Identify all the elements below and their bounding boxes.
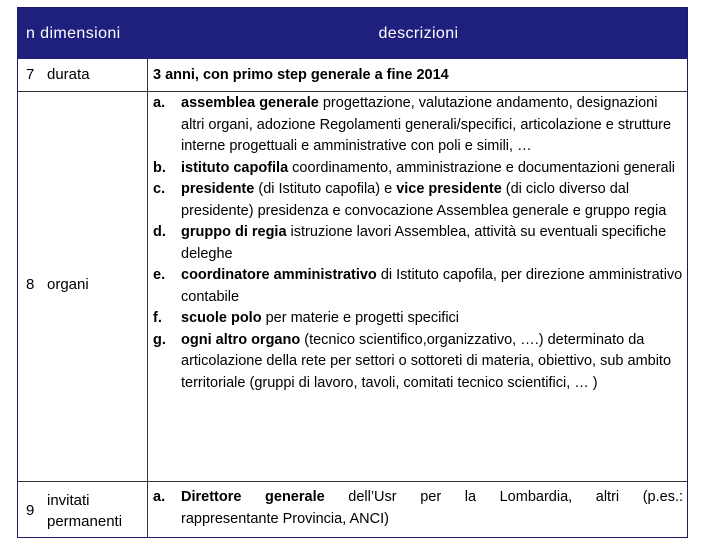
description-organi [153,93,683,394]
item-bold: vice presidente [396,181,502,197]
item-text: di Istituto capofila, per direzione amministrativo contabile [181,267,683,305]
header-dimensioni: n dimensioni [26,24,121,42]
item-text: dell’Usr per la Lombardia, altri (p.es.: [348,489,683,505]
item-text: per materie e progetti specifici [261,310,460,326]
item-text: coordinamento, amministrazione e documentazioni generali [288,159,676,176]
item-letter: e. [153,267,166,283]
item-bold: presidente [181,181,255,197]
list-item [153,487,683,530]
row-number: 9 [26,502,35,519]
description-text: 3 anni, con primo step generale a fine 2014 [153,67,449,83]
list-item [153,330,683,395]
item-letter: a. [153,489,166,505]
list-item [153,93,683,158]
item-bold: scuole polo [181,310,262,326]
list-item [153,158,683,180]
item-letter: f. [153,310,162,326]
dimension-label [47,490,122,532]
item-letter: d. [153,224,166,240]
dimensions-table [17,7,688,538]
item-letter: a. [153,95,166,111]
item-text: (di Istituto capofila) e [254,181,397,197]
row-number: 8 [26,276,35,293]
dimension-label: durata [47,66,90,83]
list-item [153,179,683,222]
item-letter: c. [153,181,166,197]
dimension-label-line: invitati [47,492,90,509]
table-header [18,8,687,59]
dimension-label: organi [47,276,89,293]
list-item [153,265,683,308]
item-bold: Direttore generale [181,489,325,505]
item-bold: istituto capofila [181,159,289,176]
item-letter: b. [153,159,166,176]
row-divider [18,481,687,482]
item-text: (di ciclo diverso dal presidente) presidenza e convocazione Assemblea generale e gruppo regia [181,181,667,219]
item-letter: g. [153,331,166,348]
row-number: 7 [26,66,35,83]
item-bold: gruppo di regia [181,224,287,240]
header-descrizioni: descrizioni [378,24,459,42]
item-text: rappresentante Provincia, ANCI) [181,510,389,527]
list-item [153,308,683,330]
dimension-label-line: permanenti [47,513,123,530]
description-invitati [153,487,683,530]
description-durata [153,65,683,87]
item-text: istruzione lavori Assemblea, attività su eventuali specifiche deleghe [181,224,667,262]
item-text: (tecnico scientifico,organizzativo, ….) determinato da articolazione della rete per settori o sottoreti di materia, obiettivo, sub ambito territoriale (gruppi di lavoro, tavoli, comitati tecnico scientifici, … ) [181,331,672,391]
item-bold: coordinatore amministrativo [181,267,377,283]
item-bold: assemblea generale [181,95,319,111]
item-text: progettazione, valutazione andamento, designazioni altri organi, adozione Regolamenti generali/specifici, articolazione e strutture interne progettuali e amministrative con poli e simili, … [181,95,672,154]
row-divider [18,91,687,92]
column-divider [147,59,148,537]
item-bold: ogni altro organo [181,331,301,348]
list-item [153,222,683,265]
